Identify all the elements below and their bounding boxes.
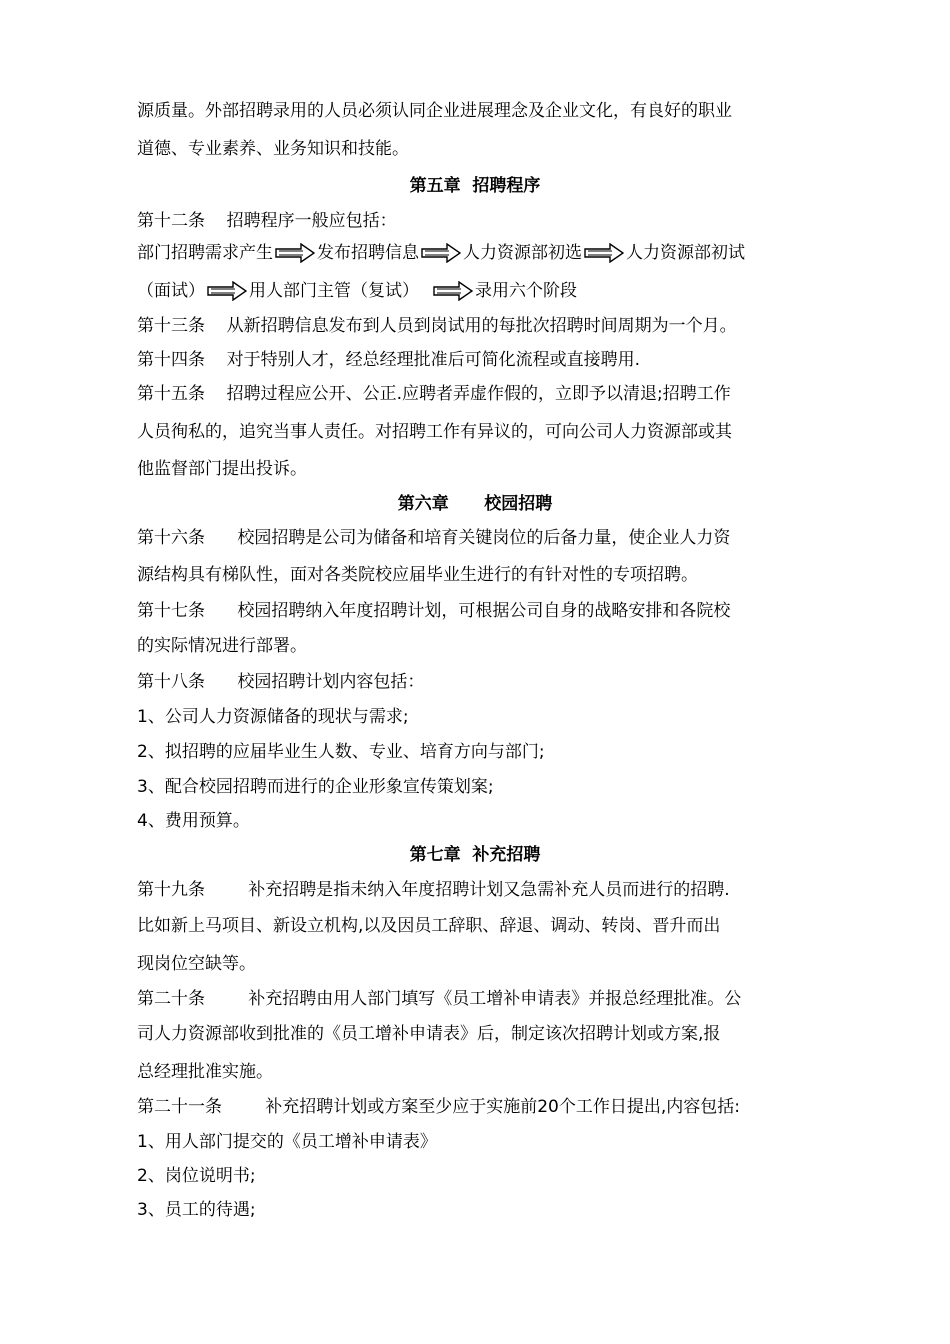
list-item: 4、费用预算。 <box>137 811 250 831</box>
article-14: 第十四条 对于特别人才，经总经理批准后可简化流程或直接聘用. <box>137 350 641 370</box>
paragraph-line: 道德、专业素养、业务知识和技能。 <box>137 139 409 159</box>
paragraph-line: 源结构具有梯队性，面对各类院校应届毕业生进行的有针对性的专项招聘。 <box>137 565 698 585</box>
list-item: 1、公司人力资源储备的现状与需求; <box>137 707 409 727</box>
paragraph-line: 总经理批准实施。 <box>137 1062 273 1082</box>
double-right-arrow-icon <box>433 281 473 301</box>
chapter-heading-7: 第七章 补充招聘 <box>409 845 541 865</box>
list-item: 3、员工的待遇; <box>137 1200 256 1220</box>
flow-step: （面试） <box>137 281 205 301</box>
article-17: 第十七条 校园招聘纳入年度招聘计划，可根据公司自身的战略安排和各院校 <box>137 601 731 621</box>
double-right-arrow-icon <box>207 281 247 301</box>
paragraph-line: 源质量。外部招聘录用的人员必须认同企业进展理念及企业文化，有良好的职业 <box>137 101 732 121</box>
article-13: 第十三条 从新招聘信息发布到人员到岗试用的每批次招聘时间周期为一个月。 <box>137 316 737 336</box>
article-15: 第十五条 招聘过程应公开、公正.应聘者弄虚作假的，立即予以清退;招聘工作 <box>137 384 731 404</box>
paragraph-line: 人员徇私的，追究当事人责任。对招聘工作有异议的，可向公司人力资源部或其 <box>137 422 732 442</box>
flow-step: 发布招聘信息 <box>317 243 419 263</box>
list-item: 1、用人部门提交的《员工增补申请表》 <box>137 1132 437 1152</box>
double-right-arrow-icon <box>275 243 315 263</box>
paragraph-line: 司人力资源部收到批准的《员工增补申请表》后，制定该次招聘计划或方案,报 <box>137 1024 721 1044</box>
flow-step: 部门招聘需求产生 <box>137 243 273 263</box>
list-item: 3、配合校园招聘而进行的企业形象宣传策划案; <box>137 777 494 797</box>
article-21: 第二十一条 补充招聘计划或方案至少应于实施前20个工作日提出,内容包括: <box>137 1097 740 1117</box>
list-item: 2、岗位说明书; <box>137 1166 256 1186</box>
flow-step: 录用六个阶段 <box>475 281 577 301</box>
chapter-heading-6: 第六章 校园招聘 <box>397 494 553 514</box>
article-16: 第十六条 校园招聘是公司为储备和培育关键岗位的后备力量，使企业人力资 <box>137 528 731 548</box>
flow-step: 人力资源部初试 <box>626 243 745 263</box>
recruitment-flow-line-1 <box>137 241 745 265</box>
article-20: 第二十条 补充招聘由用人部门填写《员工增补申请表》并报总经理批准。公 <box>137 989 742 1009</box>
flow-step: 用人部门主管（复试） <box>249 281 419 301</box>
recruitment-flow-line-2 <box>137 279 577 303</box>
chapter-heading-5: 第五章 招聘程序 <box>409 176 541 196</box>
paragraph-line: 比如新上马项目、新设立机构,以及因员工辞职、辞退、调动、转岗、晋升而出 <box>137 916 721 936</box>
article-18: 第十八条 校园招聘计划内容包括： <box>137 672 425 692</box>
list-item: 2、拟招聘的应届毕业生人数、专业、培育方向与部门; <box>137 742 545 762</box>
flow-step: 人力资源部初选 <box>463 243 582 263</box>
paragraph-line: 的实际情况进行部署。 <box>137 636 307 656</box>
article-12: 第十二条 招聘程序一般应包括： <box>137 211 397 231</box>
paragraph-line: 现岗位空缺等。 <box>137 954 256 974</box>
paragraph-line: 他监督部门提出投诉。 <box>137 459 307 479</box>
article-19: 第十九条 补充招聘是指未纳入年度招聘计划又急需补充人员而进行的招聘. <box>137 880 730 900</box>
double-right-arrow-icon <box>584 243 624 263</box>
double-right-arrow-icon <box>421 243 461 263</box>
